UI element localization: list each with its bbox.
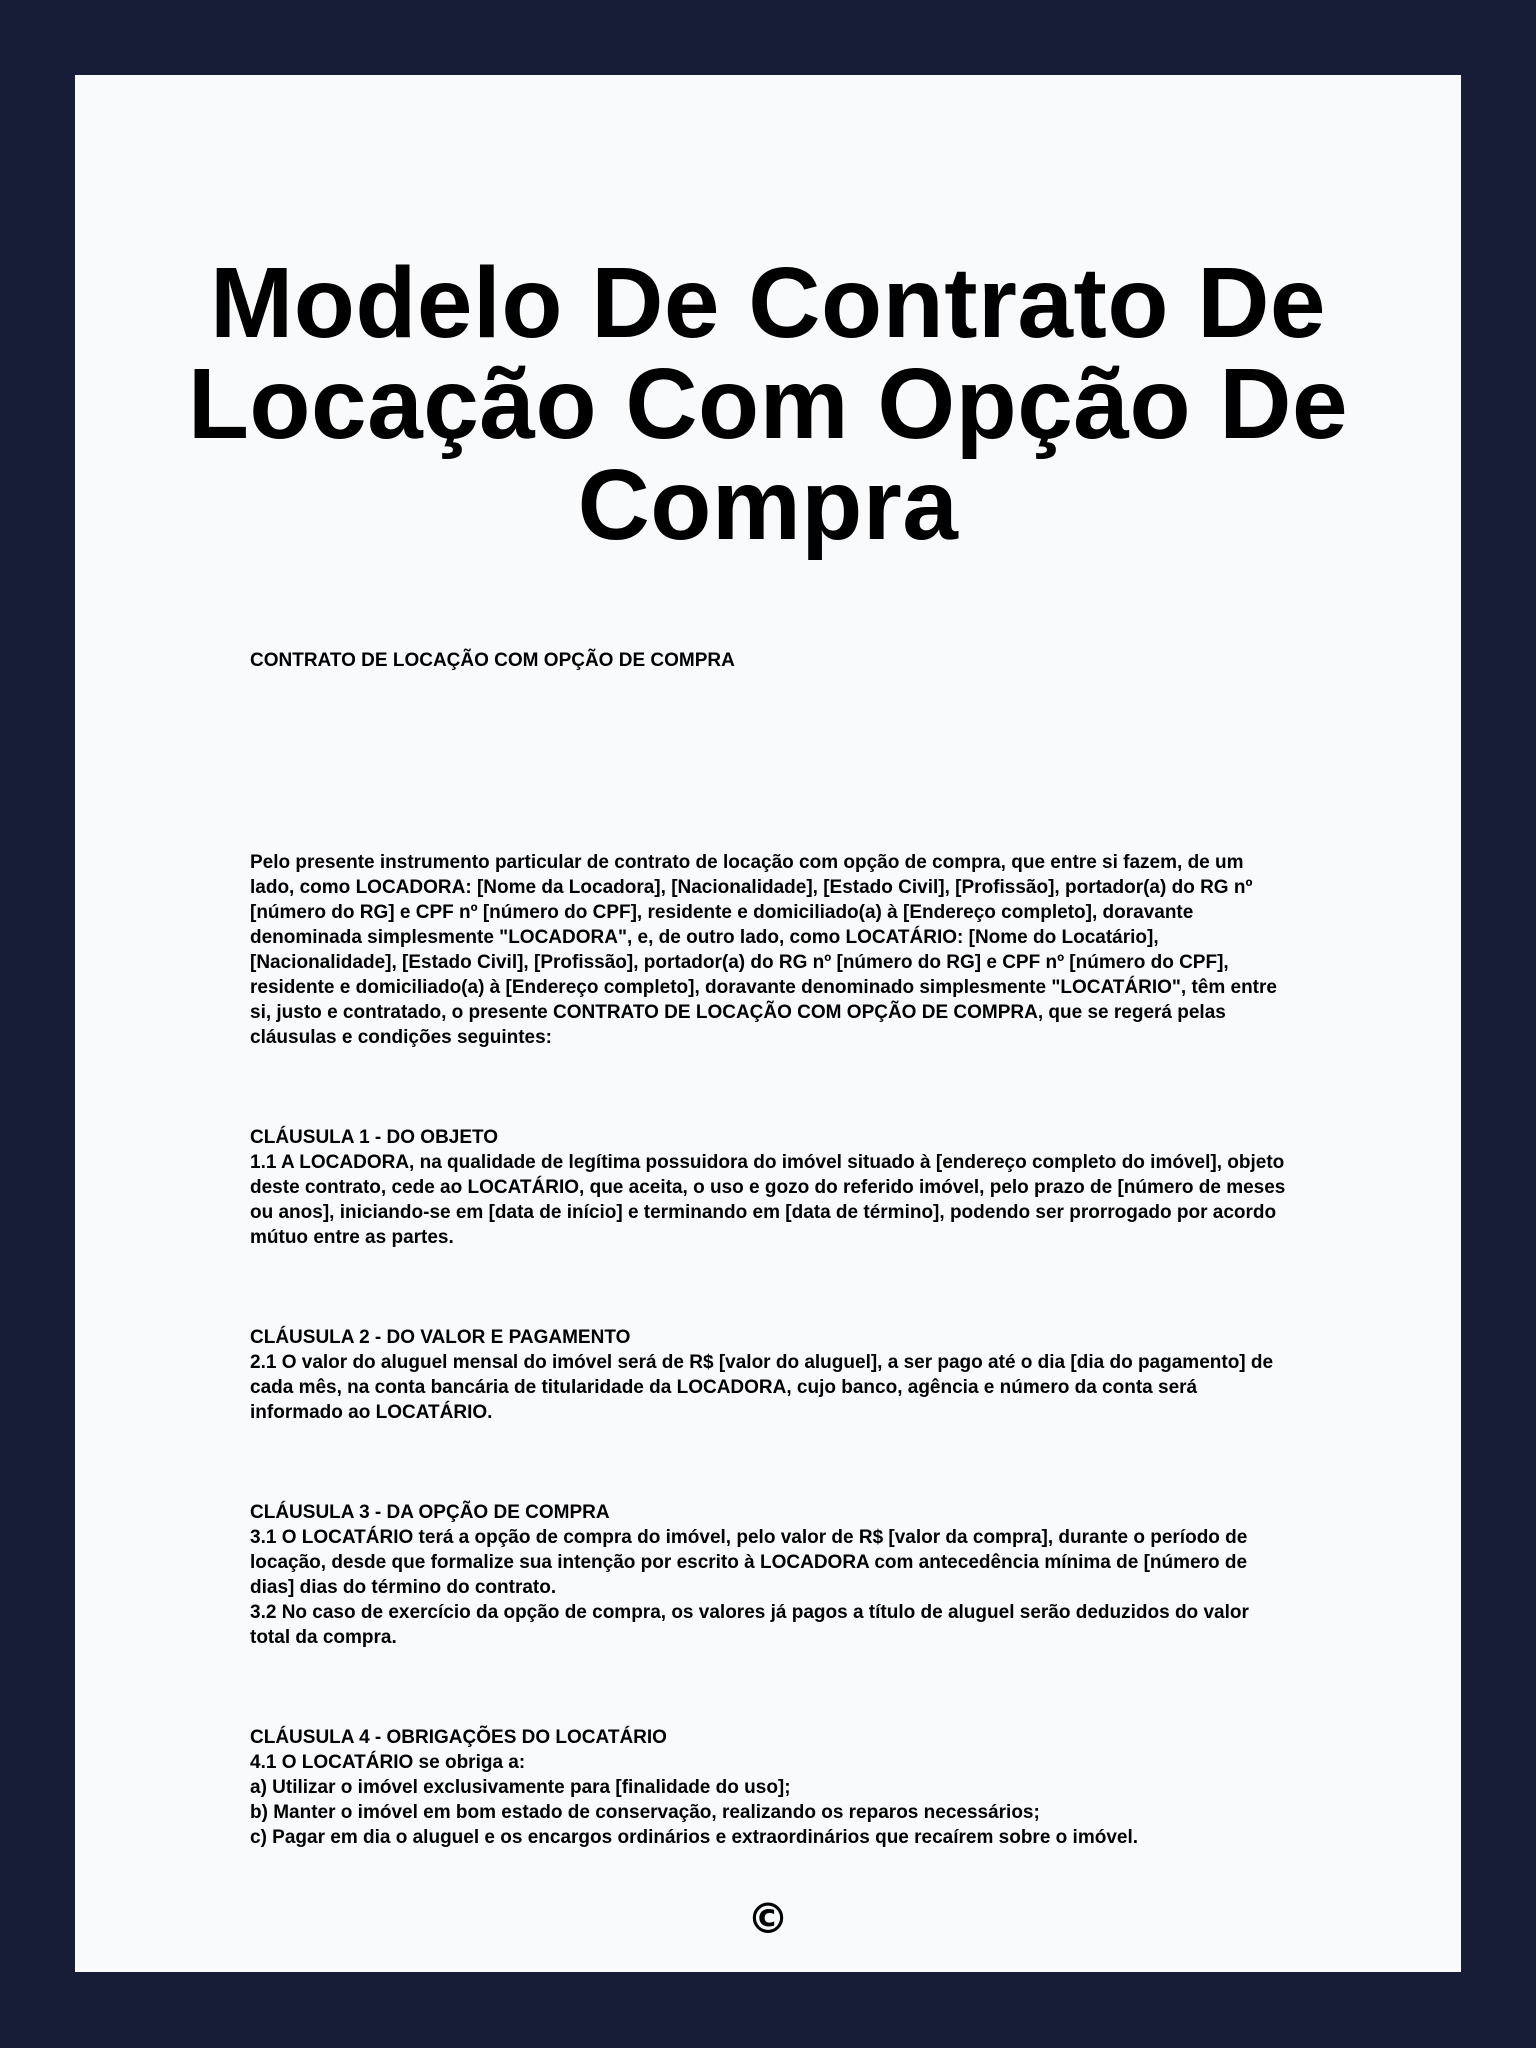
document-title: Modelo De Contrato De Locação Com Opção De Compra	[187, 247, 1349, 561]
clause-2-title: CLÁUSULA 2 - DO VALOR E PAGAMENTO	[250, 1327, 631, 1348]
clause-4-line-4: c) Pagar em dia o aluguel e os encargos ordinários e extraordinários que recaírem sobre o imóvel.	[250, 1827, 1139, 1848]
clause-1	[250, 1125, 1286, 1250]
clause-3	[250, 1500, 1286, 1650]
clause-2	[250, 1325, 1286, 1425]
copyright-icon: ©	[747, 1894, 789, 1943]
document-page	[75, 75, 1461, 1972]
clause-4-line-2: a) Utilizar o imóvel exclusivamente para [finalidade do uso];	[250, 1777, 791, 1798]
clause-4-line-3: b) Manter o imóvel em bom estado de conservação, realizando os reparos necessários;	[250, 1802, 1040, 1823]
clause-3-title: CLÁUSULA 3 - DA OPÇÃO DE COMPRA	[250, 1502, 610, 1523]
clause-4	[250, 1725, 1286, 1850]
clause-2-line-1: 2.1 O valor do aluguel mensal do imóvel será de R$ [valor do aluguel], a ser pago até o dia [dia do pagamento] de cada mês, na conta bancária de titularidade da LOCADORA, cujo banco, agência e número da conta será informado ao LOCATÁRIO.	[250, 1352, 1274, 1423]
clause-1-title: CLÁUSULA 1 - DO OBJETO	[250, 1127, 499, 1148]
clause-3-line-1: 3.1 O LOCATÁRIO terá a opção de compra do imóvel, pelo valor de R$ [valor da compra], durante o período de locação, desde que formalize sua intenção por escrito à LOCADORA com antecedência mínima de [número de dias] dias do término do contrato.	[250, 1527, 1248, 1598]
intro-paragraph: Pelo presente instrumento particular de contrato de locação com opção de compra, que entre si fazem, de um lado, como LOCADORA: [Nome da Locadora], [Nacionalidade], [Estado Civil], [Profissão], portador(a) do RG nº [número do RG] e CPF nº [número do CPF], residente e domiciliado(a) à [Endereço completo], doravante denominada simplesmente "LOCADORA", e, de outro lado, como LOCATÁRIO: [Nome do Locatário], [Nacionalidade], [Estado Civil], [Profissão], portador(a) do RG nº [número do RG] e CPF nº [número do CPF], residente e domiciliado(a) à [Endereço completo], doravante denominado simplesmente "LOCATÁRIO", têm entre si, justo e contratado, o presente CONTRATO DE LOCAÇÃO COM OPÇÃO DE COMPRA, que se regerá pelas cláusulas e condições seguintes:	[250, 852, 1277, 1048]
clause-4-line-1: 4.1 O LOCATÁRIO se obriga a:	[250, 1752, 526, 1773]
contract-heading: CONTRATO DE LOCAÇÃO COM OPÇÃO DE COMPRA	[250, 650, 735, 671]
clause-3-line-2: 3.2 No caso de exercício da opção de compra, os valores já pagos a título de aluguel serão deduzidos do valor total da compra.	[250, 1602, 1249, 1648]
document-body	[250, 648, 1286, 1848]
clause-4-title: CLÁUSULA 4 - OBRIGAÇÕES DO LOCATÁRIO	[250, 1727, 667, 1748]
clause-1-line-1: 1.1 A LOCADORA, na qualidade de legítima possuidora do imóvel situado à [endereço completo do imóvel], objeto deste contrato, cede ao LOCATÁRIO, que aceita, o uso e gozo do referido imóvel, pelo prazo de [número de meses ou anos], iniciando-se em [data de início] e terminando em [data de término], podendo ser prorrogado por acordo mútuo entre as partes.	[250, 1152, 1286, 1248]
